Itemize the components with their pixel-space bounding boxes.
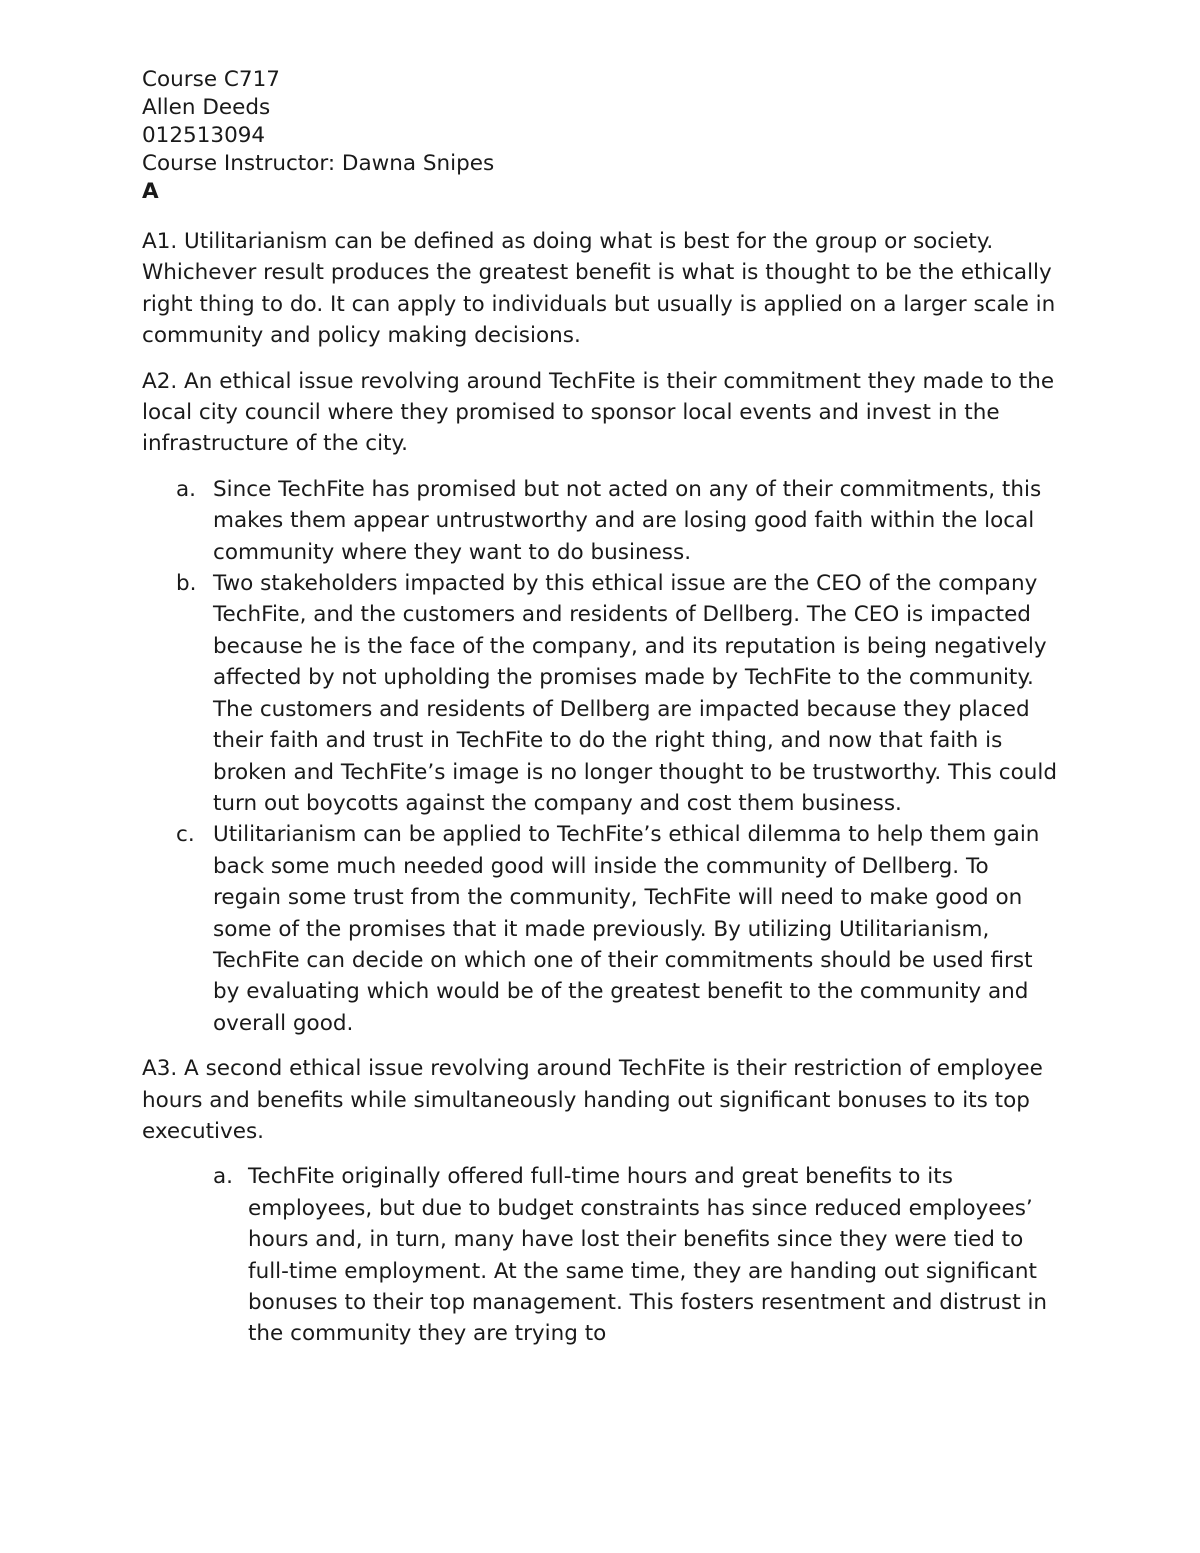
paragraph-a1: A1. Utilitarianism can be defined as doing what is best for the group or society. Whichever result produces the greatest benefit is what is thought to be the ethically right thing to do. It can apply to individuals but usually is applied on a larger scale in community and policy making decisions. [142, 229, 1056, 349]
document-page [142, 66, 1062, 1364]
course-instructor: Course Instructor: Dawna Snipes [142, 151, 495, 176]
list-item-text: Since TechFite has promised but not acted on any of their commitments, this makes them appear untrustworthy and are losing good faith within the local community where they want to do business. [213, 476, 1042, 565]
section-heading: A [142, 179, 159, 204]
list-item [142, 819, 1062, 1039]
course-title: Course C717 [142, 67, 280, 92]
list-item [142, 1161, 1062, 1349]
list-marker: b. [176, 571, 197, 597]
list-item [142, 568, 1062, 819]
a3-list [142, 1161, 1062, 1349]
list-item-text: Utilitarianism can be applied to TechFite’s ethical dilemma to help them gain back some much needed good will inside the community of Dellberg. To regain some trust from the community, TechFite will need to make good on some of the promises that it made previously. By utilizing Utilitarianism, TechFite can decide on which one of their commitments should be used first by evaluating which would be of the greatest benefit to the community and overall good. [213, 822, 1040, 1036]
list-marker: a. [176, 476, 197, 502]
student-name: Allen Deeds [142, 95, 271, 120]
student-id: 012513094 [142, 123, 266, 148]
paragraph-a3-intro: A3. A second ethical issue revolving around TechFite is their restriction of employee hours and benefits while simultaneously handing out significant bonuses to its top executives. [142, 1056, 1043, 1144]
paragraph-a2-intro: A2. An ethical issue revolving around TechFite is their commitment they made to the local city council where they promised to sponsor local events and invest in the infrastructure of the city. [142, 368, 1055, 457]
list-item [142, 474, 1062, 568]
list-marker: c. [176, 822, 195, 848]
list-item-text: Two stakeholders impacted by this ethical issue are the CEO of the company TechFite, and the customers and residents of Dellberg. The CEO is impacted because he is the face of the company, and its reputation is being negatively affected by not upholding the promises made by TechFite to the community. The customers and residents of Dellberg are impacted because they placed their faith and trust in TechFite to do the right thing, and now that faith is broken and TechFite’s image is no longer thought to be trustworthy. This could turn out boycotts against the company and cost them business. [213, 571, 1057, 816]
list-marker: a. [213, 1164, 234, 1190]
list-item-text: TechFite originally offered full-time hours and great benefits to its employees, but due to budget constraints has since reduced employees’ hours and, in turn, many have lost their benefits since they were tied to full-time employment. At the same time, they are handing out significant bonuses to their top management. This fosters resentment and distrust in the community they are trying to [248, 1164, 1048, 1347]
a2-list [142, 474, 1062, 1039]
